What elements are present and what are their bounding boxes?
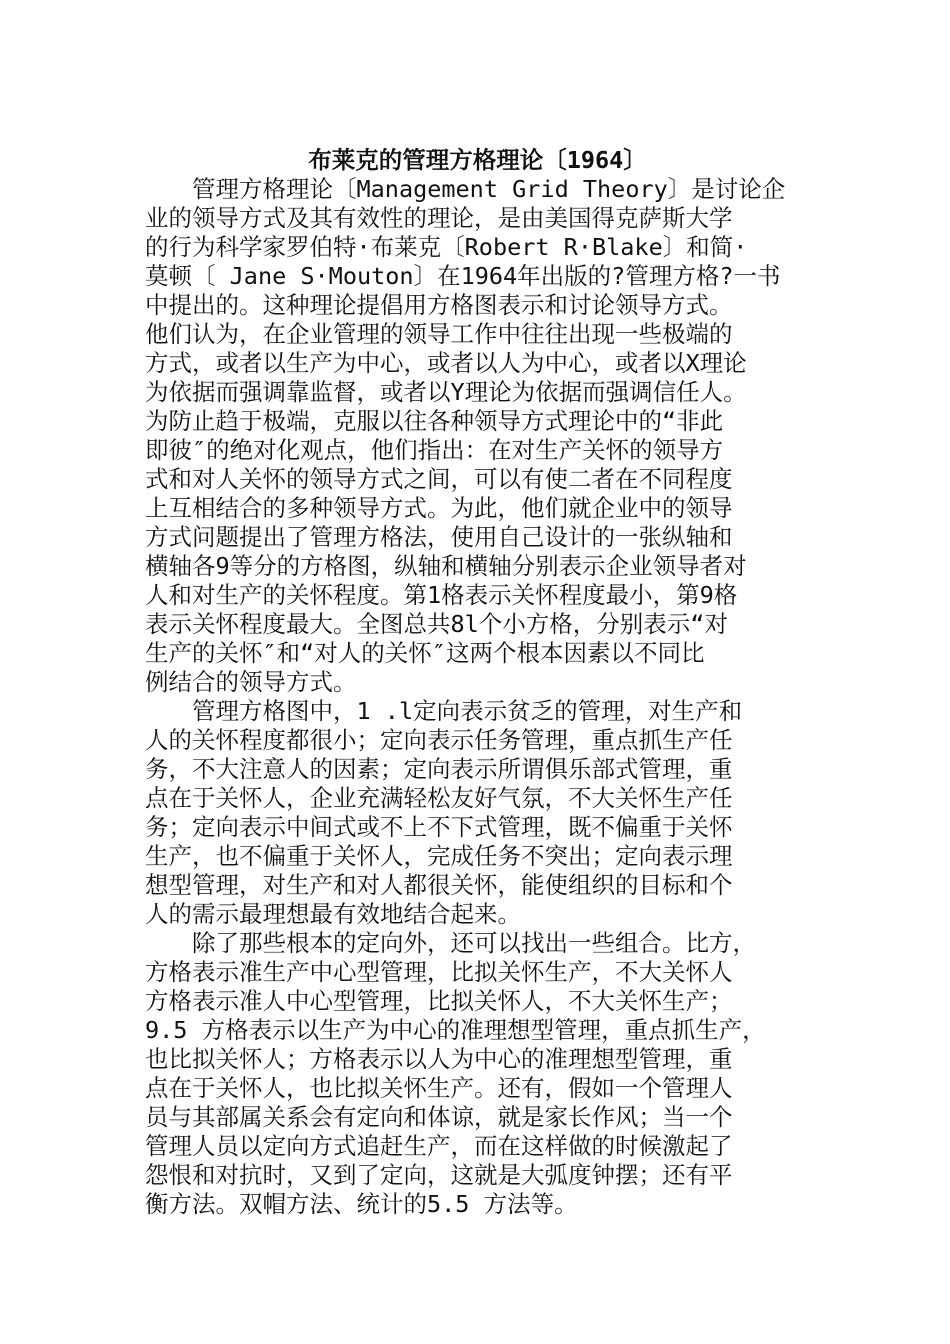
text-line: 务，不大注意人的因素；定向表示所谓俱乐部式管理，重 [145, 755, 733, 783]
text-line: 即彼″的绝对化观点，他们指出：在对生产关怀的领导方 [145, 436, 724, 464]
text-line: 为依据而强调靠监督，或者以Y理论为依据而强调信任人。 [145, 378, 747, 406]
text-line: 方格表示准人中心型管理，比拟关怀人，不大关怀生产； [145, 987, 733, 1015]
document-title: 布莱克的管理方格理论〔1964〕 [308, 146, 647, 174]
document-body [145, 146, 810, 1219]
text-line: 业的领导方式及其有效性的理论，是由美国得克萨斯大学 [145, 204, 733, 232]
text-line: 点在于关怀人，也比拟关怀生产。还有，假如一个管理人 [145, 1074, 733, 1102]
text-line: 人的关怀程度都很小；定向表示任务管理，重点抓生产任 [145, 726, 733, 754]
text-line: 也比拟关怀人；方格表示以人为中心的准理想型管理，重 [145, 1045, 733, 1073]
paragraph-intro [145, 175, 810, 697]
text-line: 式和对人关怀的领导方式之间，可以有使二者在不同程度 [145, 465, 733, 493]
text-line: 例结合的领导方式。 [145, 668, 357, 696]
text-line: 上互相结合的多种领导方式。为此，他们就企业中的领导 [145, 494, 733, 522]
paragraph-grid-orientations [145, 697, 810, 929]
text-line: 想型管理，对生产和对人都很关怀，能使组织的目标和个 [145, 871, 733, 899]
text-line: 中提出的。这种理论提倡用方格图表示和讨论领导方式。 [145, 291, 733, 319]
text-line: 除了那些根本的定向外，还可以找出一些组合。比方， [145, 929, 756, 957]
text-line: 员与其部属关系会有定向和体谅，就是家长作风；当一个 [145, 1103, 733, 1131]
text-line: 点在于关怀人，企业充满轻松友好气氛，不大关怀生产任 [145, 784, 733, 812]
text-line: 方格表示准生产中心型管理，比拟关怀生产，不大关怀人 [145, 958, 733, 986]
text-line: 横轴各9等分的方格图，纵轴和横轴分别表示企业领导者对 [145, 552, 747, 580]
text-line: 表示关怀程度最大。全图总共8l个小方格，分别表示“对 [145, 610, 728, 638]
text-line: 他们认为，在企业管理的领导工作中往往出现一些极端的 [145, 320, 733, 348]
text-line: 人的需示最理想最有效地结合起来。 [145, 900, 521, 928]
text-line: 方式，或者以生产为中心，或者以人为中心，或者以X理论 [145, 349, 747, 377]
text-line: 务；定向表示中间式或不上不下式管理，既不偏重于关怀 [145, 813, 733, 841]
text-line: 生产，也不偏重于关怀人，完成任务不突出；定向表示理 [145, 842, 733, 870]
text-line: 管理方格理论〔Management Grid Theory〕是讨论企 [145, 175, 786, 203]
text-line: 莫顿〔 Jane S·Mouton〕在1964年出版的?管理方格?一书 [145, 262, 781, 290]
text-line: 9.5 方格表示以生产为中心的准理想型管理，重点抓生产， [145, 1016, 766, 1044]
text-line: 为防止趋于极端，克服以往各种领导方式理论中的“非此 [145, 407, 724, 435]
text-line: 生产的关怀″和“对人的关怀″这两个根本因素以不同比 [145, 639, 705, 667]
text-line: 管理方格图中，1 .l定向表示贫乏的管理，对生产和 [145, 697, 743, 725]
text-line: 方式问题提出了管理方格法，使用自己设计的一张纵轴和 [145, 523, 733, 551]
text-line: 人和对生产的关怀程度。第1格表示关怀程度最小，第9格 [145, 581, 738, 609]
text-line: 怨恨和对抗时，又到了定向，这就是大弧度钟摆；还有平 [145, 1161, 733, 1189]
text-line: 管理人员以定向方式追赶生产，而在这样做的时候激起了 [145, 1132, 733, 1160]
text-line: 衡方法。双帽方法、统计的5.5 方法等。 [145, 1190, 578, 1218]
paragraph-combinations [145, 929, 810, 1219]
text-line: 的行为科学家罗伯特·布莱克〔Robert R·Blake〕和简· [145, 233, 748, 261]
